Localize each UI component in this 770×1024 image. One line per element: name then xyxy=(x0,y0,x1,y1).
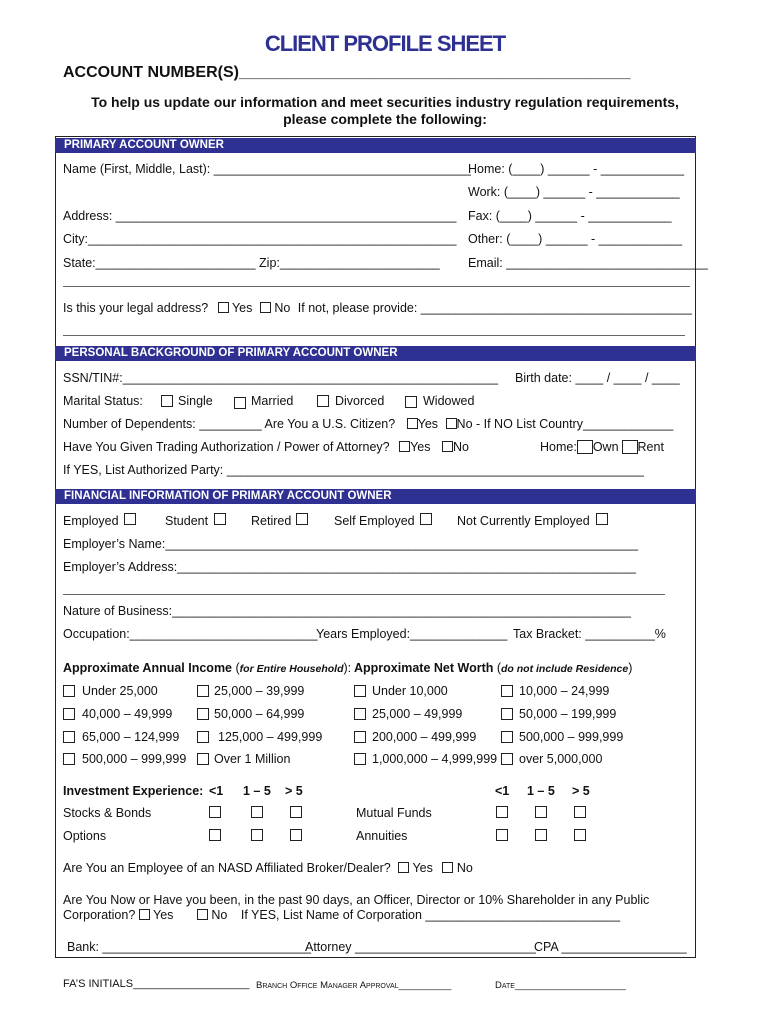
student-label: Student xyxy=(165,514,209,528)
networth-option-checkbox[interactable] xyxy=(501,731,513,743)
networth-option-checkbox[interactable] xyxy=(501,753,513,765)
annuities-label: Annuities xyxy=(356,829,408,843)
officer-no-label: No xyxy=(211,908,228,922)
officer-no-checkbox[interactable] xyxy=(197,909,208,920)
net-worth-note: do not include Residence xyxy=(501,663,629,675)
section-personal-background-header: PERSONAL BACKGROUND OF PRIMARY ACCOUNT OWNER xyxy=(55,346,696,361)
legal-address-yes-checkbox[interactable] xyxy=(218,302,229,313)
mutual-funds-label: Mutual Funds xyxy=(356,806,432,820)
col-lt1-label: <1 xyxy=(209,784,224,798)
income-option-label: 500,000 – 999,999 xyxy=(82,752,187,766)
stocks-bonds-label: Stocks & Bonds xyxy=(63,806,152,820)
tax-bracket-field[interactable]: Tax Bracket: __________% xyxy=(513,627,666,641)
fax-field[interactable]: Fax: (____) ______ - ____________ xyxy=(468,209,672,223)
authorized-party-field[interactable]: If YES, List Authorized Party: ____________________________________________________________ xyxy=(63,463,644,477)
intro-text xyxy=(40,94,730,128)
net-worth-heading: Approximate Net Worth (do not include Residence) xyxy=(354,661,633,675)
officer-question-line-1: Are You Now or Have you been, in the past 90 days, an Officer, Director or 10% Shareholder in any Public xyxy=(63,893,650,907)
divorced-checkbox[interactable] xyxy=(317,395,329,407)
legal-address-no-checkbox[interactable] xyxy=(260,302,271,313)
name-field[interactable]: Name (First, Middle, Last): _____________________________________ xyxy=(63,162,471,176)
other-phone-field[interactable]: Other: (____) ______ - ____________ xyxy=(468,232,683,246)
annual-income-label: Approximate Annual Income xyxy=(63,661,233,675)
income-option-checkbox[interactable] xyxy=(63,708,75,720)
income-option-checkbox[interactable] xyxy=(197,708,209,720)
dependents-field[interactable]: Number of Dependents: _________ Are You a U.S. Citizen? xyxy=(63,417,396,431)
email-field[interactable]: Email: _____________________________ xyxy=(468,256,708,270)
state-zip-field[interactable]: State:_______________________ Zip:_______________________ xyxy=(63,256,440,270)
trading-authorization-row xyxy=(63,440,469,454)
officer-yes-checkbox[interactable] xyxy=(139,909,150,920)
networth-option-checkbox[interactable] xyxy=(354,731,366,743)
home-ownership-row xyxy=(540,440,664,454)
annual-income-heading: Approximate Annual Income (for Entire Household): xyxy=(63,661,352,675)
income-option-label: 25,000 – 39,999 xyxy=(214,684,305,698)
col-gt5-label: > 5 xyxy=(285,784,303,798)
stocks-lt1-checkbox[interactable] xyxy=(209,806,221,818)
legal-address-yes-label: Yes xyxy=(231,301,253,315)
annual-income-note: for Entire Household xyxy=(239,663,344,675)
own-checkbox[interactable] xyxy=(577,440,593,454)
stocks-gt5-checkbox[interactable] xyxy=(290,806,302,818)
options-1-5-checkbox[interactable] xyxy=(251,829,263,841)
networth-option-checkbox[interactable] xyxy=(354,685,366,697)
options-lt1-checkbox[interactable] xyxy=(209,829,221,841)
options-gt5-checkbox[interactable] xyxy=(290,829,302,841)
nasd-question: Are You an Employee of an NASD Affiliated Broker/Dealer? xyxy=(63,861,391,875)
rent-checkbox[interactable] xyxy=(622,440,638,454)
employer-name-field[interactable]: Employer’s Name:____________________________________________________________________ xyxy=(63,537,639,551)
single-checkbox[interactable] xyxy=(161,395,173,407)
bank-field[interactable]: Bank: ______________________________ xyxy=(67,940,311,954)
networth-option-checkbox[interactable] xyxy=(501,685,513,697)
income-option-checkbox[interactable] xyxy=(197,753,209,765)
trading-authorization-question: Have You Given Trading Authorization / Power of Attorney? xyxy=(63,440,390,454)
net-worth-label: Approximate Net Worth xyxy=(354,661,494,675)
nasd-yes-checkbox[interactable] xyxy=(398,862,409,873)
marital-status-label: Marital Status: xyxy=(63,394,143,408)
trading-yes-label: Yes xyxy=(410,440,431,454)
city-field[interactable]: City:_____________________________________________________ xyxy=(63,232,457,246)
networth-option-checkbox[interactable] xyxy=(354,708,366,720)
networth-option-checkbox[interactable] xyxy=(354,753,366,765)
trading-yes-checkbox[interactable] xyxy=(399,441,410,452)
legal-address-alternate-field[interactable]: If not, please provide: _______________________________________ xyxy=(297,301,692,315)
divorced-label: Divorced xyxy=(335,394,385,408)
not-employed-checkbox[interactable] xyxy=(596,513,608,525)
legal-address-question: Is this your legal address? xyxy=(63,301,209,315)
rent-label: Rent xyxy=(637,440,664,454)
nasd-no-checkbox[interactable] xyxy=(442,862,453,873)
income-option-checkbox[interactable] xyxy=(63,731,75,743)
trading-no-label: No xyxy=(452,440,469,454)
employed-label: Employed xyxy=(63,514,119,528)
citizen-no-country-field[interactable]: No - If NO List Country_____________ xyxy=(456,417,674,431)
income-option-checkbox[interactable] xyxy=(197,685,209,697)
birth-date-field[interactable]: Birth date: ____ / ____ / ____ xyxy=(515,371,680,385)
attorney-field[interactable]: Attorney __________________________ xyxy=(305,940,536,954)
income-option-label: 125,000 – 499,999 xyxy=(218,730,323,744)
ssn-field[interactable]: SSN/TIN#:______________________________________________________ xyxy=(63,371,499,385)
col-1-5-label: 1 – 5 xyxy=(527,784,555,798)
not-employed-label: Not Currently Employed xyxy=(457,514,590,528)
divider xyxy=(63,286,690,287)
annuities-gt5-checkbox[interactable] xyxy=(574,829,586,841)
citizen-yes-checkbox[interactable] xyxy=(407,418,418,429)
income-option-label: Over 1 Million xyxy=(214,752,291,766)
self-employed-checkbox[interactable] xyxy=(420,513,432,525)
income-option-checkbox[interactable] xyxy=(63,685,75,697)
networth-option-label: 25,000 – 49,999 xyxy=(372,707,463,721)
col-lt1-label: <1 xyxy=(495,784,510,798)
intro-line-2: please complete the following: xyxy=(283,111,487,127)
income-option-checkbox[interactable] xyxy=(63,753,75,765)
options-label: Options xyxy=(63,829,107,843)
income-option-label: 65,000 – 124,999 xyxy=(82,730,180,744)
widowed-checkbox[interactable] xyxy=(405,396,417,408)
corporation-name-field[interactable]: If YES, List Name of Corporation ____________________________ xyxy=(240,908,621,922)
mutual-lt1-checkbox[interactable] xyxy=(496,806,508,818)
branch-manager-approval-field[interactable]: Branch Office Manager Approval__________ xyxy=(256,980,452,991)
citizen-no-checkbox[interactable] xyxy=(446,418,457,429)
employer-address-line-2[interactable] xyxy=(63,594,665,595)
intro-line-1: To help us update our information and meet securities industry regulation requirements, xyxy=(91,94,679,110)
date-field[interactable]: Date_____________________ xyxy=(495,980,626,991)
widowed-label: Widowed xyxy=(423,394,475,408)
address-field[interactable]: Address: _________________________________________________ xyxy=(63,209,457,223)
networth-option-label: 500,000 – 999,999 xyxy=(519,730,624,744)
dependents-citizen-row xyxy=(63,417,673,431)
section-financial-info-header: FINANCIAL INFORMATION OF PRIMARY ACCOUNT OWNER xyxy=(55,489,696,504)
married-checkbox[interactable] xyxy=(234,397,246,409)
home-ownership-label: Home: xyxy=(540,440,577,454)
legal-address-no-label: No xyxy=(274,301,291,315)
officer-row xyxy=(63,908,620,922)
retired-checkbox[interactable] xyxy=(296,513,308,525)
investment-experience-label: Investment Experience: xyxy=(63,784,204,798)
section-primary-owner-header: PRIMARY ACCOUNT OWNER xyxy=(55,138,696,153)
income-option-checkbox[interactable] xyxy=(197,731,209,743)
income-option-label: 50,000 – 64,999 xyxy=(214,707,305,721)
account-number-field[interactable]: ACCOUNT NUMBER(S)____________________________________________ xyxy=(63,64,631,81)
officer-yes-label: Yes xyxy=(153,908,174,922)
col-1-5-label: 1 – 5 xyxy=(243,784,271,798)
fa-initials-field[interactable]: FA’S INITIALS___________________ xyxy=(63,978,250,990)
mutual-1-5-checkbox[interactable] xyxy=(535,806,547,818)
income-option-label: Under 25,000 xyxy=(82,684,158,698)
own-label: Own xyxy=(592,440,619,454)
income-option-label: 40,000 – 49,999 xyxy=(82,707,173,721)
student-checkbox[interactable] xyxy=(214,513,226,525)
annuities-lt1-checkbox[interactable] xyxy=(496,829,508,841)
occupation-field[interactable]: Occupation:___________________________ xyxy=(63,627,318,641)
employer-address-field[interactable]: Employer’s Address:__________________________________________________________________ xyxy=(63,560,636,574)
married-label: Married xyxy=(251,394,294,408)
cpa-field[interactable]: CPA __________________ xyxy=(534,940,687,954)
annuities-1-5-checkbox[interactable] xyxy=(535,829,547,841)
nasd-yes-label: Yes xyxy=(412,861,433,875)
trading-no-checkbox[interactable] xyxy=(442,441,453,452)
officer-question-line-2: Corporation? xyxy=(63,908,136,922)
col-gt5-label: > 5 xyxy=(572,784,590,798)
self-employed-label: Self Employed xyxy=(334,514,415,528)
citizen-yes-label: Yes xyxy=(417,417,439,431)
mutual-gt5-checkbox[interactable] xyxy=(574,806,586,818)
networth-option-label: 10,000 – 24,999 xyxy=(519,684,610,698)
employed-checkbox[interactable] xyxy=(124,513,136,525)
page-title: CLIENT PROFILE SHEET xyxy=(264,31,506,56)
nasd-row xyxy=(63,861,473,875)
single-label: Single xyxy=(178,394,213,408)
networth-option-label: over 5,000,000 xyxy=(519,752,603,766)
work-phone-field[interactable]: Work: (____) ______ - ____________ xyxy=(468,185,680,199)
networth-option-label: 200,000 – 499,999 xyxy=(372,730,477,744)
networth-option-label: 50,000 – 199,999 xyxy=(519,707,617,721)
networth-option-label: Under 10,000 xyxy=(372,684,448,698)
networth-option-checkbox[interactable] xyxy=(501,708,513,720)
legal-address-row xyxy=(63,301,692,315)
stocks-1-5-checkbox[interactable] xyxy=(251,806,263,818)
retired-label: Retired xyxy=(251,514,292,528)
nature-of-business-field[interactable]: Nature of Business:__________________________________________________________________ xyxy=(63,604,631,618)
years-employed-field[interactable]: Years Employed:______________ xyxy=(316,627,508,641)
divider xyxy=(63,335,685,336)
networth-option-label: 1,000,000 – 4,999,999 xyxy=(372,752,498,766)
nasd-no-label: No xyxy=(456,861,473,875)
home-phone-field[interactable]: Home: (____) ______ - ____________ xyxy=(468,162,685,176)
